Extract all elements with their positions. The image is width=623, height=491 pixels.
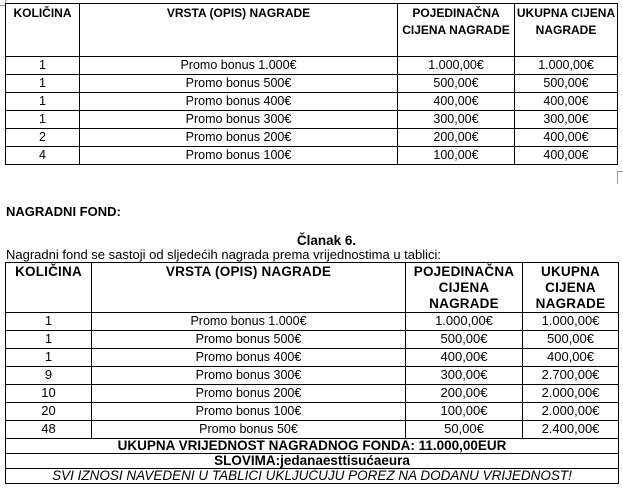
intro-text: Nagradni fond se sastoji od sljedećih nagrada prema vrijednostima u tablici: [6,247,442,262]
table-row [6,367,619,385]
unit-price-cell: 400,00€ [398,93,515,111]
unit-price-cell: 300,00€ [398,111,515,129]
quantity-cell: 4 [6,147,80,165]
total-price-cell: 400,00€ [515,129,618,147]
table-row [6,313,619,331]
total-row [6,439,619,454]
quantity-cell: 20 [6,403,92,421]
unit-price-cell: 1.000,00€ [398,57,515,75]
description-cell: Promo bonus 100€ [80,147,398,165]
header-description: VRSTA (OPIS) NAGRADE [92,263,406,313]
words-row [6,454,619,469]
description-cell: Promo bonus 200€ [80,129,398,147]
quantity-cell: 1 [6,111,80,129]
quantity-cell: 1 [6,313,92,331]
total-price-cell: 400,00€ [523,349,619,367]
quantity-cell: 10 [6,385,92,403]
description-cell: Promo bonus 200€ [92,385,406,403]
quantity-cell: 2 [6,129,80,147]
unit-price-cell: 300,00€ [406,367,523,385]
header-quantity: KOLIČINA [6,263,92,313]
total-price-cell: 400,00€ [515,93,618,111]
quantity-cell: 1 [6,93,80,111]
total-price-cell: 2.400,00€ [523,421,619,439]
prize-table-1 [5,3,618,165]
table-row [6,93,618,111]
total-price-cell: 2.700,00€ [523,367,619,385]
unit-price-cell: 1.000,00€ [406,313,523,331]
unit-price-cell: 100,00€ [406,403,523,421]
total-price-cell: 2.000,00€ [523,385,619,403]
unit-price-cell: 500,00€ [398,75,515,93]
quantity-cell: 9 [6,367,92,385]
page-corner-marker [617,171,623,184]
total-price-cell: 1.000,00€ [515,57,618,75]
header-description: VRSTA (OPIS) NAGRADE [80,4,398,57]
description-cell: Promo bonus 300€ [92,367,406,385]
description-cell: Promo bonus 400€ [92,349,406,367]
section-heading: NAGRADNI FOND: [6,204,121,219]
table-header-row [6,4,618,57]
description-cell: Promo bonus 500€ [92,331,406,349]
table-row [6,403,619,421]
quantity-cell: 1 [6,75,80,93]
table-row [6,331,619,349]
table-row [6,57,618,75]
total-price-cell: 2.000,00€ [523,403,619,421]
total-price-cell: 400,00€ [515,147,618,165]
note-row [6,469,619,484]
table-row [6,147,618,165]
quantity-cell: 1 [6,57,80,75]
table-row [6,385,619,403]
total-value-line: UKUPNA VRIJEDNOST NAGRADNOG FONDA: 11.000,00EUR [6,439,619,454]
prize-fund-table [5,262,619,484]
table-row [6,129,618,147]
header-unit-price: POJEDINAČNA CIJENA NAGRADE [398,4,515,57]
description-cell: Promo bonus 300€ [80,111,398,129]
total-in-words-line: SLOVIMA:jedanaesttisućaeura [6,454,619,469]
total-price-cell: 500,00€ [515,75,618,93]
description-cell: Promo bonus 50€ [92,421,406,439]
description-cell: Promo bonus 1.000€ [92,313,406,331]
quantity-cell: 48 [6,421,92,439]
unit-price-cell: 200,00€ [398,129,515,147]
header-quantity: KOLIČINA [6,4,80,57]
table-row [6,421,619,439]
unit-price-cell: 200,00€ [406,385,523,403]
description-cell: Promo bonus 500€ [80,75,398,93]
table-row [6,111,618,129]
unit-price-cell: 100,00€ [398,147,515,165]
header-unit-price: POJEDINAČNA CIJENA NAGRADE [406,263,523,313]
unit-price-cell: 50,00€ [406,421,523,439]
table-row [6,349,619,367]
article-title: Članak 6. [296,233,357,248]
total-price-cell: 1.000,00€ [523,313,619,331]
unit-price-cell: 400,00€ [406,349,523,367]
total-price-cell: 500,00€ [523,331,619,349]
quantity-cell: 1 [6,349,92,367]
description-cell: Promo bonus 100€ [92,403,406,421]
description-cell: Promo bonus 400€ [80,93,398,111]
vat-note-line: SVI IZNOSI NAVEDENI U TABLICI UKLJUČUJU POREZ NA DODANU VRIJEDNOST! [6,469,619,484]
table-header-row [6,263,619,313]
quantity-cell: 1 [6,331,92,349]
unit-price-cell: 500,00€ [406,331,523,349]
table-row [6,75,618,93]
description-cell: Promo bonus 1.000€ [80,57,398,75]
header-total-price: UKUPNA CIJENA NAGRADE [523,263,619,313]
total-price-cell: 300,00€ [515,111,618,129]
header-total-price: UKUPNA CIJENA NAGRADE [515,4,618,57]
